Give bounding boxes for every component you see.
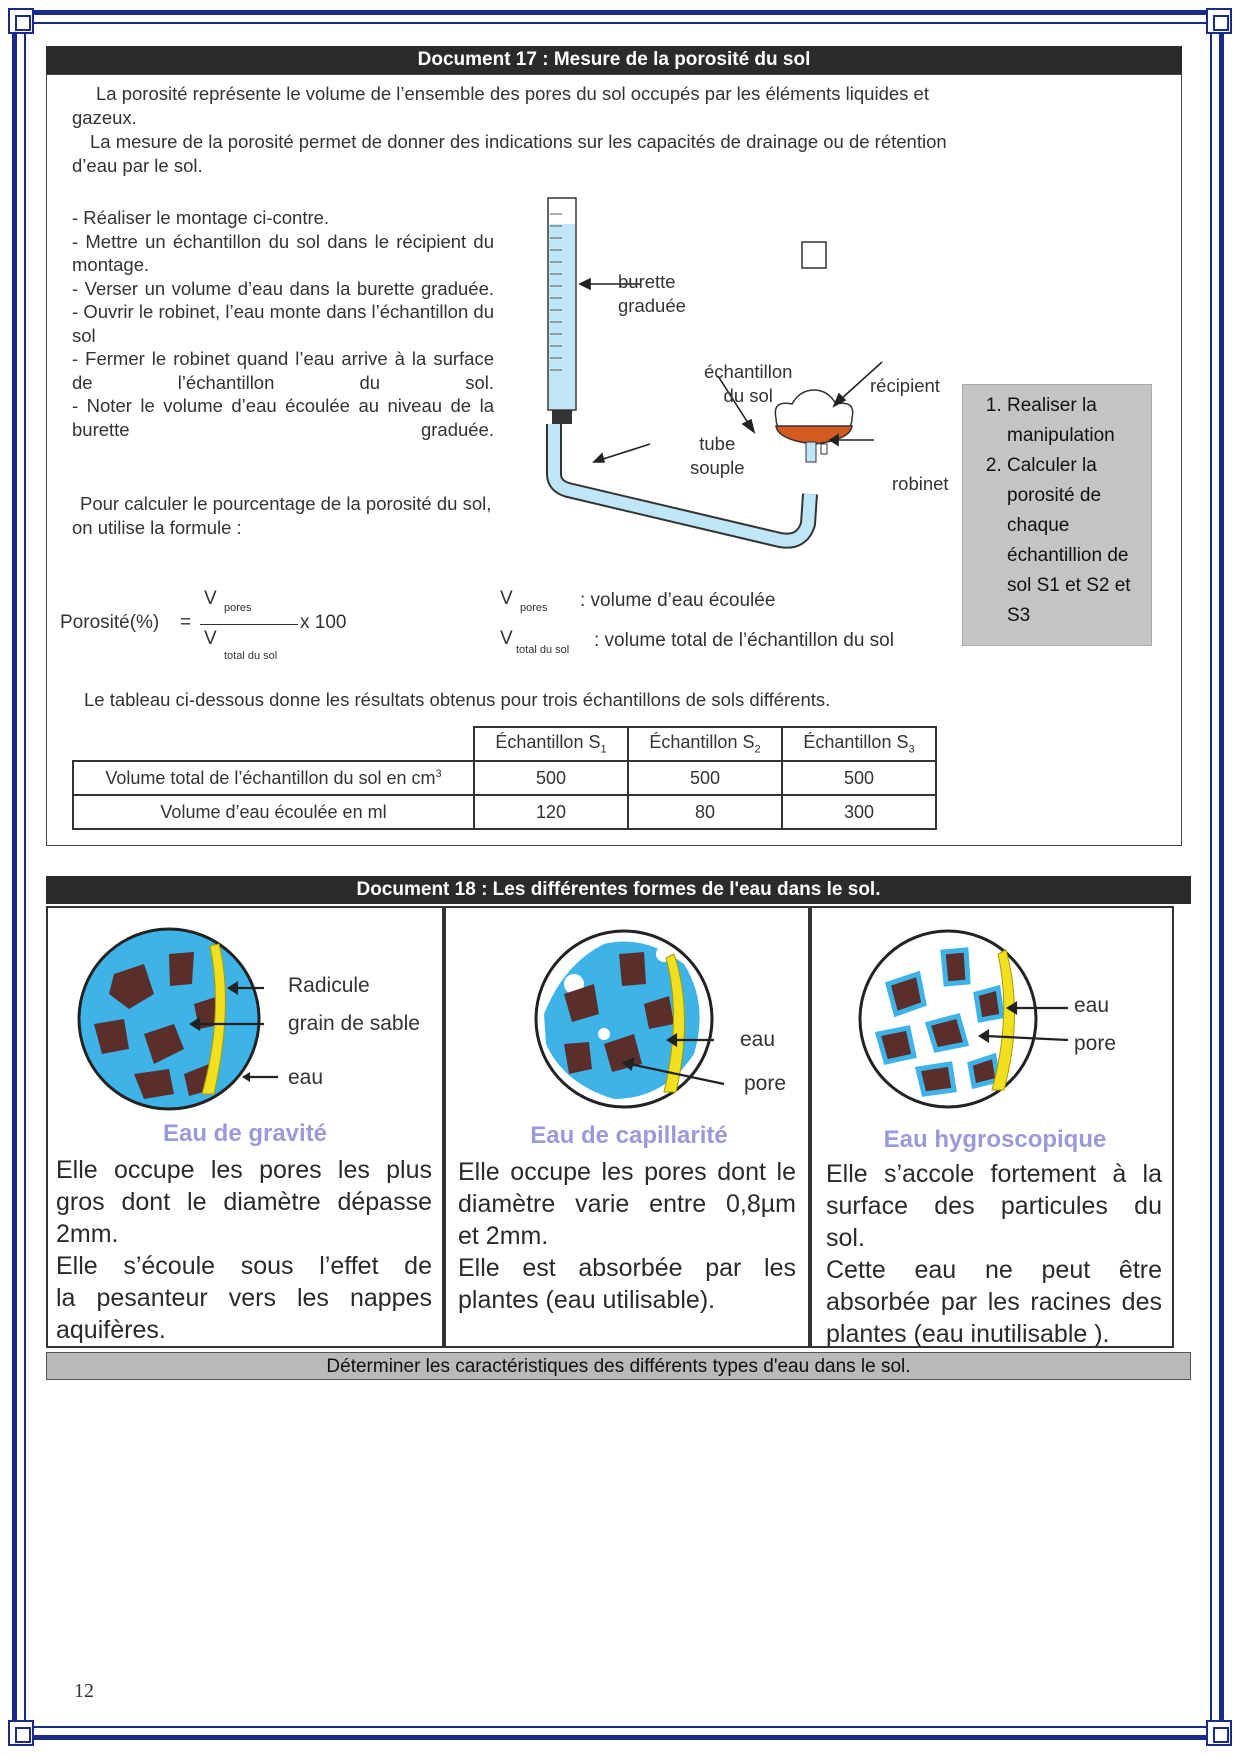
label-recipient: récipient	[870, 375, 940, 396]
step-item: - Fermer le robinet quand l’eau arrive à la surface de l’échantillon du sol.	[72, 348, 494, 393]
table-cell: 500	[628, 761, 782, 795]
step-item: - Réaliser le montage ci-contre.	[72, 207, 330, 228]
step-item: - Ouvrir le robinet, l’eau monte dans l’échantillon du sol	[72, 301, 494, 346]
label-tube: tube souple	[690, 433, 745, 478]
doc18-title-bar	[46, 876, 1191, 904]
legend-v1: V	[500, 588, 513, 609]
porosity-formula	[60, 588, 380, 666]
label-eau-hyg: eau	[1074, 994, 1110, 1017]
label-echantillon: échantillon du sol	[704, 361, 793, 406]
corner-ornament	[8, 1720, 34, 1746]
header-cell: Échantillon $S_3$	[782, 727, 936, 761]
header-cell: Échantillon $S_2$	[628, 727, 782, 761]
doc18-question-bar	[46, 1352, 1191, 1380]
header-cell: Échantillon $S_1$	[474, 727, 628, 761]
formula-num-v: V	[204, 588, 217, 609]
gravity-description: Elle occupe les pores les plus gros dont le diamètre dépasse 2mm. Elle s’écoule sous l’effet de la pesanteur vers les nappes aquifères.	[56, 1156, 432, 1344]
label-eau: eau	[288, 1066, 324, 1089]
fraction-bar	[200, 624, 298, 625]
legend-v1-sub: pores	[520, 602, 548, 614]
question-item: 2. Calculer la porosité de chaque échantillion de sol S1 et S2 et S3	[1007, 451, 1151, 631]
corner-ornament	[8, 8, 34, 34]
doc17-questions	[962, 384, 1152, 646]
results-table	[72, 726, 937, 830]
doc18-title: Document 18 : Les différentes formes de l'eau dans le sol.	[356, 879, 881, 900]
legend-v2: V	[500, 628, 513, 649]
doc18-question: Déterminer les caractéristiques des différents types d'eau dans le sol.	[326, 1356, 911, 1377]
doc17-title: Document 17 : Mesure de la porosité du sol	[417, 49, 811, 70]
table-cell: 500	[474, 761, 628, 795]
formula-legend	[500, 588, 940, 658]
table-row	[73, 795, 936, 829]
capillarity-description: Elle occupe les pores dont le diamètre varie entre 0,8µm et 2mm. Elle est absorbée par les plantes (eau utilisable).	[458, 1158, 796, 1314]
table-row	[73, 761, 936, 795]
label-pore-hyg: pore	[1074, 1032, 1117, 1055]
table-cell: 300	[782, 795, 936, 829]
corner-ornament	[1206, 8, 1232, 34]
formula-den-v: V	[204, 628, 217, 649]
label-pore-cap: pore	[744, 1072, 787, 1095]
row-label: Volume total de l’échantillon du sol en $cm^3$	[73, 761, 474, 795]
formula-equals: =	[180, 612, 192, 633]
page-number: 12	[74, 1680, 94, 1702]
row-label: Volume d’eau écoulée en ml	[73, 795, 474, 829]
label-eau-cap: eau	[740, 1028, 776, 1051]
formula-times: x 100	[300, 612, 347, 633]
label-robinet: robinet	[892, 473, 949, 494]
capillary-water-figure	[534, 924, 774, 1114]
label-radicule: Radicule	[288, 974, 370, 997]
doc17-intro-p1: La porosité représente le volume de l’ensemble des pores du sol occupés par les éléments liquides et gazeux.	[72, 83, 929, 128]
burette	[548, 198, 576, 424]
doc17-steps	[72, 206, 494, 441]
step-item: - Noter le volume d’eau écoulée au niveau de la burette graduée.	[72, 395, 494, 440]
doc17-intro-p2: La mesure de la porosité permet de donner des indications sur les capacités de drainage ou de rétention d’eau par le sol.	[72, 131, 947, 176]
label-grain-de-sable: grain de sable	[288, 1012, 420, 1035]
hygroscopic-description: Elle s’accole fortement à la surface des particules du sol. Cette eau ne peut être absorbée par les racines des plantes (eau inutilisable ).	[826, 1160, 1162, 1348]
table-cell: 500	[782, 761, 936, 795]
question-item: 1. Realiser la manipulation	[1007, 391, 1151, 451]
step-item: - Verser un volume d’eau dans la burette graduée.	[72, 277, 494, 299]
question-list	[963, 391, 1151, 631]
gravity-water-figure	[74, 924, 264, 1114]
formula-num-sub: pores	[224, 602, 252, 614]
doc17-title-bar	[46, 46, 1182, 74]
label-burette: burette graduée	[618, 271, 686, 316]
table-cell: 120	[474, 795, 628, 829]
doc17-formula-intro: Pour calculer le pourcentage de la porosité du sol, on utilise la formule :	[72, 493, 492, 538]
formula-den-sub: total du sol	[224, 650, 278, 662]
step-item: - Mettre un échantillon du sol dans le récipient du montage.	[72, 230, 494, 275]
legend-v2-sub: total du sol	[516, 644, 570, 656]
capillarity-title: Eau de capillarité	[530, 1122, 728, 1149]
arrow-eau-gravity	[240, 1070, 280, 1084]
doc17-table-intro: Le tableau ci-dessous donne les résultats obtenus pour trois échantillons de sols différents.	[84, 689, 831, 710]
tube-outline	[554, 424, 810, 541]
legend-v2-text: : volume total de l’échantillon du sol	[594, 630, 894, 651]
gravity-title: Eau de gravité	[162, 1120, 328, 1147]
table-cell: 80	[628, 795, 782, 829]
corner-ornament	[1206, 1720, 1232, 1746]
formula-lhs: Porosité(%)	[60, 612, 160, 633]
hygroscopic-water-figure	[858, 924, 1088, 1114]
flask	[775, 242, 852, 462]
table-header-row	[73, 727, 936, 761]
hygroscopic-title: Eau hygroscopique	[883, 1126, 1107, 1153]
legend-v1-text: : volume d’eau écoulée	[580, 590, 776, 611]
